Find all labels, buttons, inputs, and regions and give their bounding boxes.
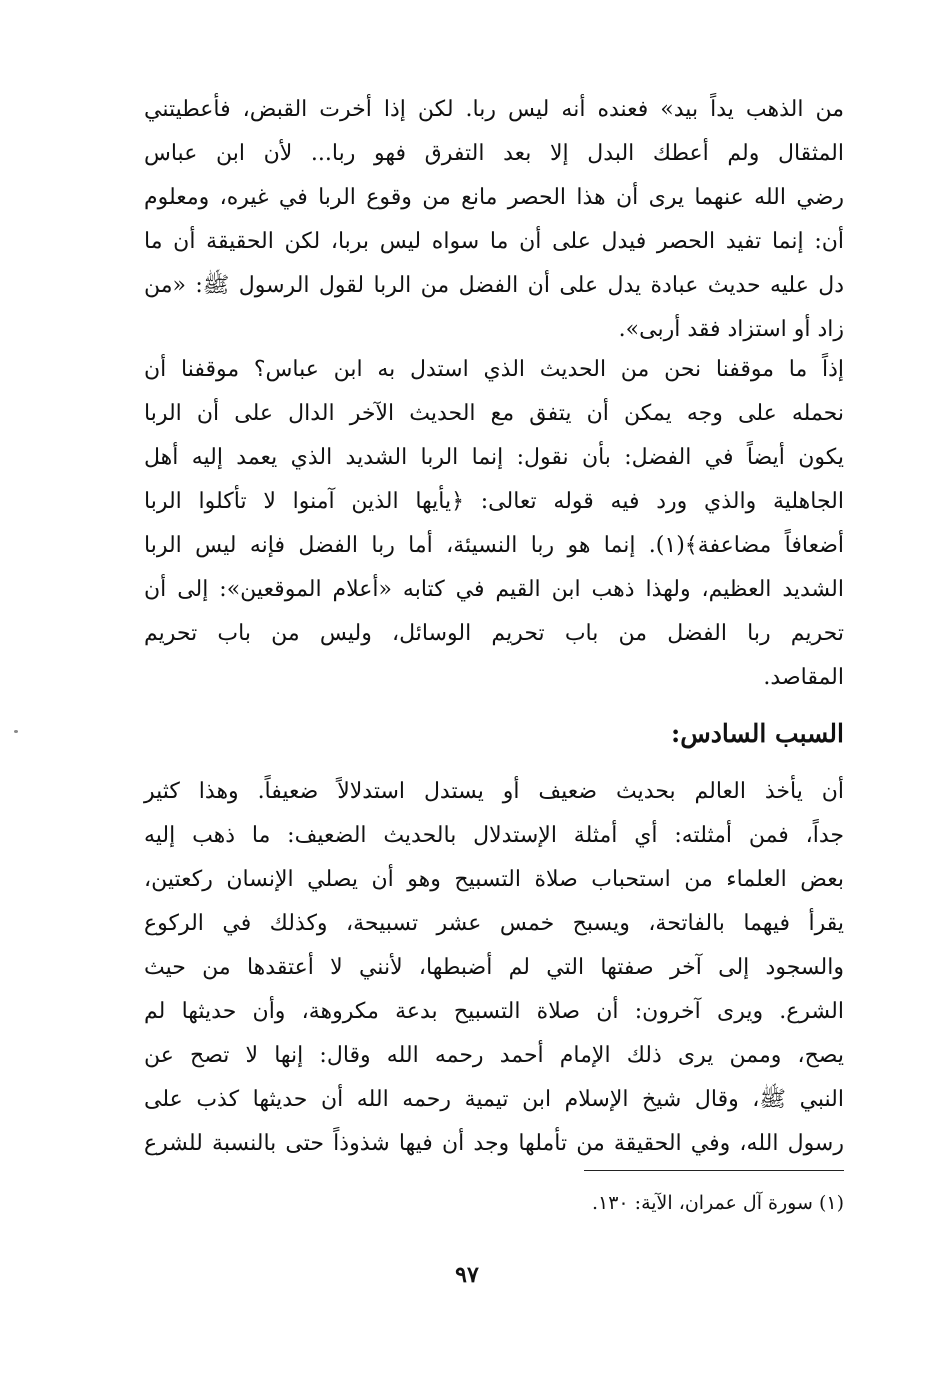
- text-line: يصح، وممن يرى ذلك الإمام أحمد رحمه الله وقال: إنها لا تصح عن: [144, 1043, 844, 1068]
- text-line: إذاً ما موقفنا نحن من الحديث الذي استدل به ابن عباس؟ موقفنا أن: [144, 357, 844, 382]
- text-line: والسجود إلى آخر صفتها التي لم أضبطها، لأنني لا أعتقدها من حيث: [144, 955, 844, 980]
- text-line: رسول الله، وفي الحقيقة من تأملها وجد أن فيها شذوذاً حتى بالنسبة للشرع: [144, 1131, 844, 1156]
- paragraph-1: [144, 88, 844, 352]
- section-heading-text: السبب السادس:: [670, 719, 844, 748]
- text-line: رضي الله عنهما يرى أن هذا الحصر مانع من وقوع الربا في غيره، ومعلوم: [144, 185, 844, 210]
- text-line: تحريم ربا الفضل من باب تحريم الوسائل، وليس من باب تحريم: [144, 621, 844, 646]
- text-line: الجاهلية والذي ورد فيه قوله تعالى: ﴿يأيها الذين آمنوا لا تأكلوا الربا: [144, 489, 844, 514]
- text-line: زاد أو استزاد فقد أربى».: [618, 317, 844, 342]
- scan-speck: [14, 730, 18, 733]
- text-line: النبي ﷺ، وقال شيخ الإسلام ابن تيمية رحمه الله أن حديثها كذب على: [144, 1087, 844, 1112]
- paragraph-2: [144, 348, 844, 700]
- text-line: أضعافاً مضاعفة﴾(١). إنما هو ربا النسيئة، أما ربا الفضل فإنه ليس الربا: [144, 533, 844, 558]
- text-line: من الذهب يداً بيد» فعنده أنه ليس ربا. لكن إذا أخرت القبض، فأعطيتني: [144, 97, 844, 122]
- text-line: دل عليه حديث عبادة يدل على أن الفضل من الربا لقول الرسول ﷺ: «من: [144, 273, 845, 298]
- text-line: أن: إنما تفيد الحصر فيدل على أن ما سواه ليس بربا، لكن الحقيقة أن ما: [144, 229, 844, 254]
- text-line: أن يأخذ العالم بحديث ضعيف أو يستدل استدلالاً ضعيفاً. وهذا كثير: [144, 779, 844, 804]
- footnote-divider: [584, 1170, 844, 1171]
- paragraph-3: [144, 770, 844, 1166]
- text-line: بعض العلماء من استحباب صلاة التسبيح وهو أن يصلي الإنسان ركعتين،: [144, 867, 844, 892]
- text-line: يقرأ فيهما بالفاتحة، ويسبح خمس عشر تسبيحة، وكذلك في الركوع: [144, 911, 844, 936]
- text-line: نحمله على وجه يمكن أن يتفق مع الحديث الآخر الدال على أن الربا: [144, 401, 844, 426]
- text-line: يكون أيضاً في الفضل: بأن نقول: إنما الربا الشديد الذي يعمد إليه أهل: [144, 445, 844, 470]
- page-number: ٩٧: [455, 1262, 479, 1288]
- text-line: جداً، فمن أمثلته: أي أمثلة الإستدلال بالحديث الضعيف: ما ذهب إليه: [144, 823, 844, 848]
- text-line: المثقال ولم أعطك البدل إلا بعد التفرق فهو ربا... لأن ابن عباس: [144, 141, 844, 166]
- footnote: (١) سورة آل عمران، الآية: ١٣٠.: [591, 1192, 844, 1214]
- text-line: الشرع. ويرى آخرون: أن صلاة التسبيح بدعة مكروهة، وأن حديثها لم: [144, 999, 844, 1024]
- text-line: الشديد العظيم، ولهذا ذهب ابن القيم في كتابه «أعلام الموقعين»: إلى أن: [144, 577, 844, 602]
- section-heading: [144, 712, 844, 756]
- text-line: المقاصد.: [763, 665, 844, 690]
